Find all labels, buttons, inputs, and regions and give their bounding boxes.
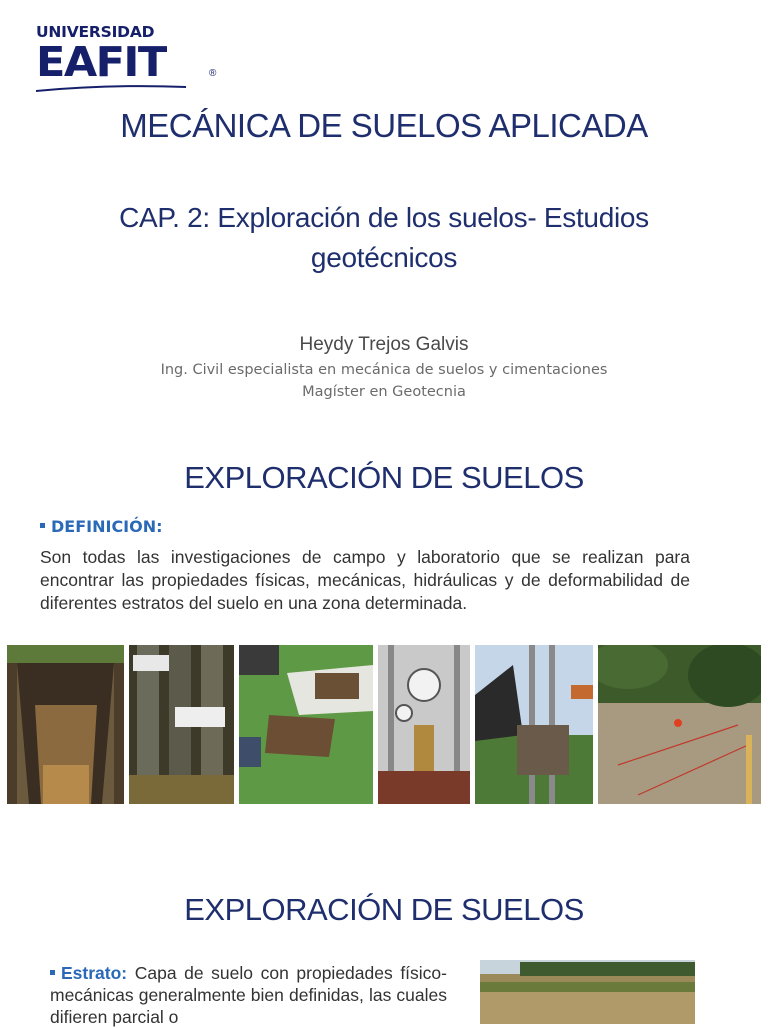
test-pit-photo [7, 645, 124, 804]
chapter-title [60, 198, 708, 278]
estrato-slide [0, 850, 768, 1027]
chapter-title-line-1: CAP. 2: Exploración de los suelos- Estudios [119, 202, 649, 233]
logo-line-eafit: EAFIT [36, 38, 166, 86]
site-survey-photo [598, 645, 761, 804]
definition-label: DEFINICIÓN: [51, 517, 163, 536]
author-credential-1: Ing. Civil especialista en mecánica de suelos y cimentaciones [160, 362, 608, 378]
eafit-logo [36, 22, 217, 88]
section-title: EXPLORACIÓN DE SUELOS [184, 460, 584, 495]
definition-slide [0, 430, 768, 850]
section-title: EXPLORACIÓN DE SUELOS [184, 892, 584, 927]
field-sampling-photo [239, 645, 373, 804]
estrato-paragraph [50, 962, 447, 1028]
registered-mark: ® [209, 68, 217, 79]
logo-line-universidad: UNIVERSIDAD [36, 23, 155, 41]
estrato-definition: Capa de suelo con propiedades físico-mecánicas generalmente bien definidas, las cuales difieren parcial o [50, 963, 447, 1027]
estrato-term: Estrato: [61, 963, 128, 983]
strata-photo [480, 960, 695, 1024]
bullet-square-icon [40, 523, 45, 528]
bullet-square-icon [50, 970, 55, 975]
drilling-rig-photo [475, 645, 593, 804]
logo-swoosh-icon [36, 82, 186, 92]
lab-apparatus-photo [378, 645, 470, 804]
definition-text: Son todas las investigaciones de campo y laboratorio que se realizan para encontrar las propiedades físicas, mecánicas, hidráulicas y de deformabilidad de diferentes estratos del suelo en una zona determinada. [40, 547, 690, 613]
title-slide [0, 0, 768, 430]
definition-bullet [40, 517, 163, 536]
chapter-title-line-2: geotécnicos [310, 242, 458, 273]
author-credential-2: Magíster en Geotecnia [302, 384, 466, 400]
core-samples-photo [129, 645, 234, 804]
course-title: MECÁNICA DE SUELOS APLICADA [120, 107, 648, 144]
author-name: Heydy Trejos Galvis [299, 334, 469, 355]
